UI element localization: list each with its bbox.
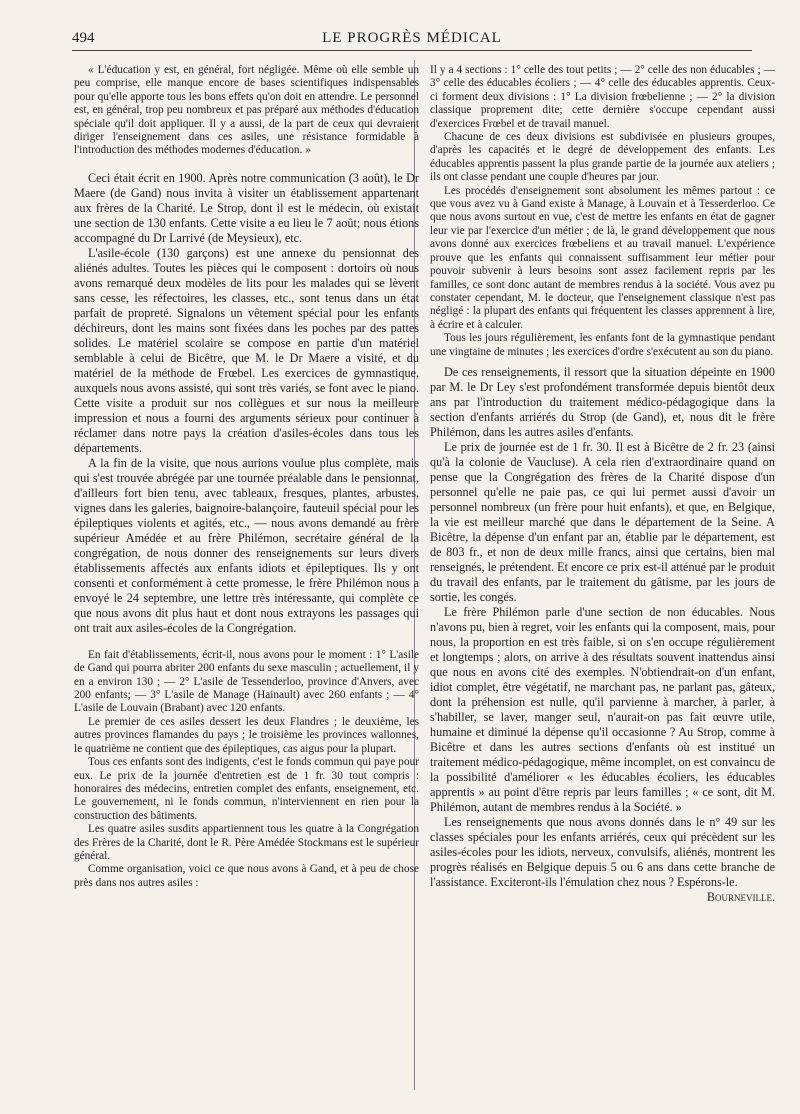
left-column [74,64,419,890]
letter-paragraph: Chacune de ces deux divisions est subdivisée en plusieurs groupes, d'après les capacités et le degré de développement des enfants. Les éducables apprentis passent la plus grande partie de la journée aux ateliers ; ils ont classe pendant une couple d'heures par jour. [430,131,775,184]
page-header [72,28,752,51]
body-paragraph [430,814,775,904]
letter-paragraph: Le premier de ces asiles dessert les deux Flandres ; le deuxième, les autres provinces flamandes du pays ; le troisième les provinces wallonnes, le quatrième ne contient que des épileptiques, cas aigus pour la plupart. [74,715,419,755]
author-signature: Bourneville. [706,889,775,904]
letter-paragraph: Les procédés d'enseignement sont absolument les mêmes partout : ce que vous avez vu à Gand existe à Manage, à Louvain et à Tesserderloo. Ce que nous avons surtout en vue, c'est de mettre les enfants en état de gagner leur vie par l'exercice d'un métier ; de là, le grand développement que nous avons donné aux exercices frœbeliens et au travail manuel. L'expérience prouve que les enfants qui connaissent suffisamment leur métier pour pouvoir subvenir à leurs besoins sont assez facilement repris par les familles, ce sont donc autant de membres rendus à la société. Vous avez pu constater cependant, M. le docteur, que l'enseignement classique n'est pas négligé : la plupart des enfants qui fréquentent les classes apprennent à lire, à écrire et à calculer. [430,184,775,331]
journal-title: LE PROGRÈS MÉDICAL [322,30,502,46]
right-column [430,64,775,905]
body-paragraph: De ces renseignements, il ressort que la situation dépeinte en 1900 par M. le Dr Ley s'est profondément transformée depuis bientôt deux ans par l'introduction du traitement médico-pédagogique dans la section d'enfants arriérés du Strop (de Gand), et, nous dit le frère Philémon, dans les autres asiles d'enfants. [430,364,775,439]
body-paragraph: L'asile-école (130 garçons) est une annexe du pensionnat des aliénés adultes. Toutes les pièces qui le composent : dortoirs où nous avons remarqué deux modèles de lits pour les malades qui se lèvent sans cesse, les réfectoires, les classes, etc., sont tenus dans un état parfait de propreté. Signalons un vêtement spécial pour les enfants déchireurs, dont les mains sont fixées dans les poches par des pattes solides. Le matériel scolaire se compose en partie d'un matériel semblable à celui de Bicêtre, que M. le Dr Maere a visité, et du matériel de la méthode de Frœbel. Les exercices de gymnastique, auxquels nous avons assisté, qui sont très variés, se font avec le piano. Cette visite a produit sur nos collègues et sur nous la meilleure impression et nous a fourni des arguments sérieux pour continuer à réclamer dans notre pays la création d'asiles-écoles dans tous les départements. [74,245,419,455]
letter-paragraph: En fait d'établissements, écrit-il, nous avons pour le moment : 1° L'asile de Gand qui pourra abriter 200 enfants du sexe masculin ; actuellement, il y en a environ 130 ; — 2° L'asile de Tessenderloo, province d'Anvers, avec 200 enfants; — 3° L'asile de Manage (Hainault) avec 260 enfants ; — 4° L'asile de Louvain (Brabant) avec 120 enfants. [74,648,419,715]
body-paragraph: Ceci était écrit en 1900. Après notre communication (3 août), le Dr Maere (de Gand) nous invita à visiter un établissement appartenant aux frères de la Charité. Le Strop, dont il est le médecin, où existait une section de 130 enfants. Cette visite a eu lieu le 7 août; nous étions accompagné du Dr Larrivé (de Meysieux), etc. [74,170,419,245]
letter-paragraph: Tous ces enfants sont des indigents, c'est le fonds commun qui paye pour eux. Le prix de la journée d'entretien est de 1 fr. 30 tout compris : honoraires des médecins, entretien complet des enfants, enseignement, etc. Le gouvernement, ni le fonds commun, n'interviennent en rien pour la construction des bâtiments. [74,756,419,822]
body-paragraph: A la fin de la visite, que nous aurions voulue plus complète, mais qui s'est trouvée abrégée par une tournée préalable dans le pensionnat, d'ailleurs fort bien tenu, avec tableaux, fresques, plantes, arbustes, vignes dans les galeries, baignoire-balançoire, fauteuil spécial pour les épileptiques violents et agités, etc., — nous avons demandé au frère supérieur Amédée et au frère Philémon, secrétaire général de la congrégation, de nous donner des renseignements sur leurs divers établissements affectés aux enfants idiots et épileptiques. Ils y ont consenti et conformément à cette promesse, le frère Philémon nous a envoyé le 24 septembre, une lettre très intéressante, qui complète ce que nous avons dit plus haut et dont nous extrayons les passages qui ont trait aux asiles-écoles de la Congrégation. [74,455,419,635]
closing-paragraph-text: Les renseignements que nous avons donnés dans le n° 49 sur les classes spéciales pour les enfants arriérés, ceux qui précèdent sur les asiles-écoles pour les idiots, nerveux, convulsifs, aliénés, montrent les progrès réalisés en Belgique depuis 5 ou 6 ans dans cette branche de l'assistance. Exciteront-ils l'émulation chez nous ? Espérons-le. [430,814,775,889]
letter-paragraph: Tous les jours régulièrement, les enfants font de la gymnastique pendant une vingtaine de minutes ; les exercices d'ordre s'exécutent au son du piano. [430,332,775,358]
quoted-paragraph: « L'éducation y est, en général, fort négligée. Même où elle semble un peu comprise, elle manque encore de bases scientifiques indispensables pour qu'elle apporte tous les bons effets qu'on doit en attendre. Le personnel est, en général, trop peu nombreux et pas préparé aux méthodes d'éducation spéciale qu'il doit appliquer. Il y a aussi, de la part de ceux qui devraient diriger l'enseignement dans ces asiles, une résistance formidable à l'introduction des méthodes modernes d'éducation. » [74,64,419,157]
letter-paragraph: Il y a 4 sections : 1° celle des tout petits ; — 2° celle des non éducables ; — 3° celle des éducables écoliers ; — 4° celle des éducables apprentis. Ceux-ci forment deux divisions : 1° La division frœbelienne ; — 2° la division classique proprement dite; cette dernière s'occupe cependant aussi d'exercices Frœbel et de travail manuel. [430,64,775,130]
body-paragraph: Le prix de journée est de 1 fr. 30. Il est à Bicêtre de 2 fr. 23 (ainsi qu'à la colonie de Vaucluse). A cela rien d'extraordinaire quand on pense que la Congrégation des frères de la Charité dispose d'un personnel qu'elle ne paie pas, ce qui lui permet aussi d'avoir un personnel nombreux (un frère pour huit enfants), et que, en Belgique, la vie est meilleur marché que dans le département de la Seine. A Bicêtre, la dépense d'un enfant par an, établie par le département, est de 803 fr., et non de deux mille francs, ainsi que certains, bien mal renseignés, le prétendent. Et encore ce prix est-il atténué par le produit du travail des enfants, par le traitement du gâtisme, par les jours de sortie, les congés. [430,439,775,604]
page-number: 494 [72,30,95,46]
body-paragraph: Le frère Philémon parle d'une section de non éducables. Nous n'avons pu, bien à regret, voir les enfants qui la composent, mais, pour nous, la proportion en est très faible, si on s'en occupe régulièrement et longtemps ; alors, on arrive à des résultats souvent inattendus ainsi que nous en avons cité des exemples. N'obtiendrait-on d'un enfant, idiot complet, être végétatif, ne marchant pas, ne parlant pas, gâteux, dont la préhension est nulle, qu'il parvienne à marcher, à parler, à s'habiller, se laver, manger seul, n'aurait-on pas fait œuvre utile, humaine et diminué la dépense qu'il occasionne ? Au Strop, comme à Bicêtre et dans les autres sections d'enfants où est institué un traitement médico-pédagogique, même incomplet, on est convaincu de la possibilité d'améliorer « les éducables écoliers, les éducables apprentis » au point d'être repris par leurs familles ; « ce sont, dit M. Philémon, autant de membres rendus à la Société. » [430,604,775,814]
letter-paragraph: Comme organisation, voici ce que nous avons à Gand, et à peu de chose près dans nos autres asiles : [74,863,419,889]
letter-paragraph: Les quatre asiles susdits appartiennent tous les quatre à la Congrégation des Frères de la Charité, dont le R. Père Amédée Stockmans est le supérieur général. [74,823,419,862]
